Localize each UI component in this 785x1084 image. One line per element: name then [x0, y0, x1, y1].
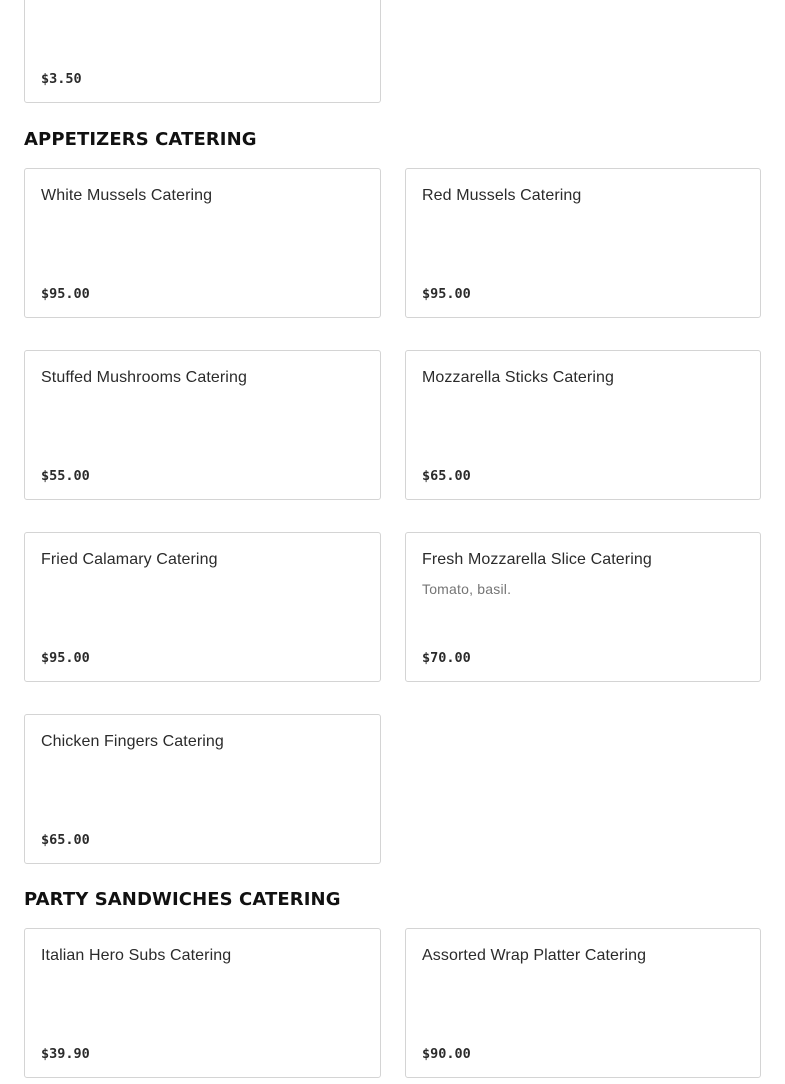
menu-item-card[interactable] — [24, 714, 381, 864]
menu-item-card[interactable] — [24, 168, 381, 318]
item-price: $90.00 — [422, 1046, 471, 1062]
menu-item-card[interactable] — [405, 350, 761, 500]
section-title-appetizers: APPETIZERS CATERING — [24, 129, 257, 150]
section-title-party-sandwiches: PARTY SANDWICHES CATERING — [24, 889, 341, 910]
item-name: Assorted Wrap Platter Catering — [422, 947, 647, 964]
menu-item-card[interactable] — [405, 168, 761, 318]
item-name: Red Mussels Catering — [422, 187, 582, 204]
item-name: Fried Calamary Catering — [41, 551, 218, 568]
menu-item-card[interactable] — [24, 928, 381, 1078]
menu-item-card[interactable] — [24, 532, 381, 682]
item-name: Fresh Mozzarella Slice Catering — [422, 551, 652, 568]
item-name: Mozzarella Sticks Catering — [422, 369, 614, 386]
menu-item-card[interactable] — [24, 350, 381, 500]
item-price: $70.00 — [422, 650, 471, 666]
item-price: $95.00 — [422, 286, 471, 302]
item-price: $95.00 — [41, 286, 90, 302]
item-name: Italian Hero Subs Catering — [41, 947, 232, 964]
item-price: $55.00 — [41, 468, 90, 484]
item-price: $3.50 — [41, 71, 82, 87]
menu-item-card[interactable] — [405, 928, 761, 1078]
item-name: Chicken Fingers Catering — [41, 733, 224, 750]
item-price: $65.00 — [41, 832, 90, 848]
menu-item-card[interactable] — [24, 0, 381, 103]
item-price: $95.00 — [41, 650, 90, 666]
item-price: $39.90 — [41, 1046, 90, 1062]
item-name: White Mussels Catering — [41, 187, 213, 204]
item-price: $65.00 — [422, 468, 471, 484]
menu-item-card[interactable] — [405, 532, 761, 682]
item-name: Stuffed Mushrooms Catering — [41, 369, 247, 386]
item-description: Tomato, basil. — [422, 581, 512, 597]
